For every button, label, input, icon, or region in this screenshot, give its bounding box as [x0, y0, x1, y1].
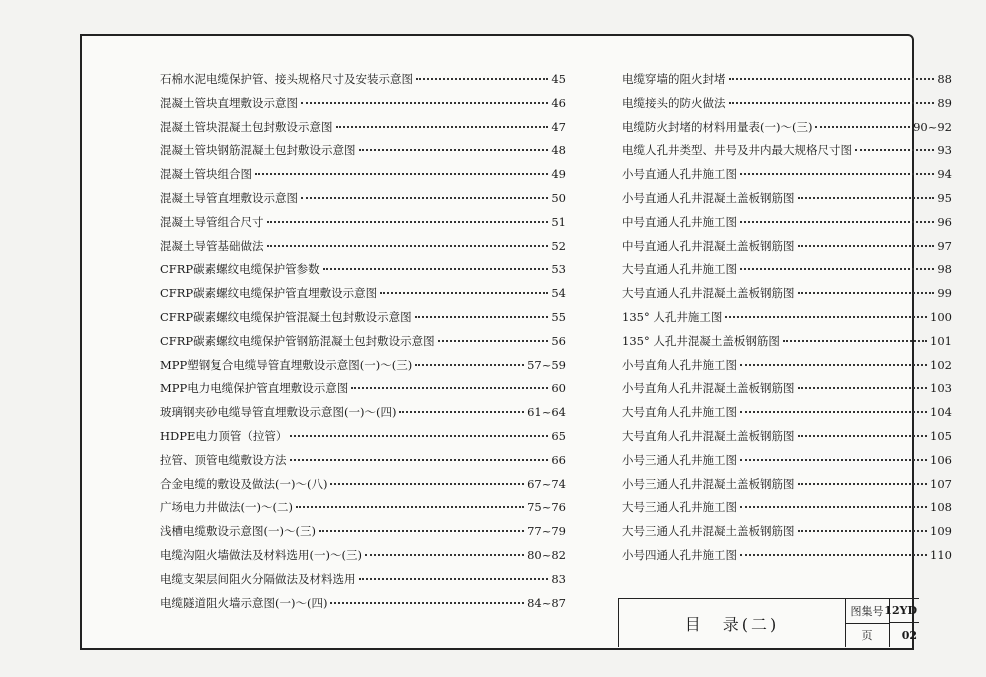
dot-leader [415, 315, 549, 318]
dot-leader [729, 77, 935, 80]
toc-entry-page: 94 [937, 167, 952, 182]
dot-leader [267, 220, 549, 223]
dot-leader [725, 315, 927, 318]
toc-entry-page: 75~76 [527, 500, 566, 515]
toc-entry-page: 105 [930, 428, 952, 443]
toc-entry-title: 混凝土导管组合尺寸 [160, 214, 264, 229]
toc-entry [160, 306, 566, 330]
toc-entry-page: 57~59 [527, 357, 566, 372]
toc-entry-page: 56 [551, 333, 566, 348]
toc-entry-page: 109 [930, 524, 952, 539]
toc-entry [160, 473, 566, 497]
dot-leader [290, 434, 548, 437]
toc-entry [622, 116, 952, 140]
toc-entry-page: 55 [551, 309, 566, 324]
toc-entry [622, 258, 952, 282]
dot-leader [783, 339, 927, 342]
toc-entry [622, 377, 952, 401]
dot-leader [359, 148, 549, 151]
toc-entry-title: 电缆隧道阻火墙示意图(一)～(四) [160, 595, 328, 610]
toc-entry [160, 163, 566, 187]
dot-leader [740, 363, 927, 366]
toc-entry-title: 电缆防火封堵的材料用量表(一)～(三) [622, 119, 813, 134]
toc-entry [622, 92, 952, 116]
toc-entry-page: 60 [551, 381, 566, 396]
toc-entry-title: 电缆穿墙的阻火封堵 [622, 72, 726, 86]
toc-entry [160, 139, 566, 163]
toc-entry-page: 51 [551, 214, 566, 229]
toc-entry-title: MPP电力电缆保护管直埋敷设示意图 [160, 381, 349, 396]
toc-entry-page: 104 [930, 405, 952, 420]
toc-entry-page: 49 [551, 167, 566, 182]
dot-leader [740, 458, 927, 461]
dot-leader [365, 553, 524, 556]
dot-leader [798, 291, 935, 294]
toc-entry [622, 449, 952, 473]
toc-entry-title: 大号直通人孔井施工图 [622, 262, 737, 277]
toc-entry-page: 66 [551, 452, 566, 467]
toc-entry-title: 混凝土导管基础做法 [160, 238, 264, 253]
toc-entry-page: 96 [937, 214, 952, 229]
drawing-sheet [80, 34, 952, 650]
toc-entry-title: 大号直角人孔井施工图 [622, 405, 737, 420]
dot-leader [267, 244, 549, 247]
toc-entry-title: 合金电缆的敷设及做法(一)～(八) [160, 476, 328, 491]
title-block [618, 598, 919, 647]
dot-leader [359, 577, 549, 580]
toc-entry [160, 235, 566, 259]
dot-leader [798, 434, 928, 437]
toc-entry [160, 449, 566, 473]
atlas-number-value: 12YD [889, 599, 919, 623]
toc-entry-page: 54 [551, 286, 566, 301]
toc-entry-page: 93 [937, 143, 952, 158]
dot-leader [438, 339, 549, 342]
toc-entry-page: 83 [551, 571, 566, 586]
toc-entry-page: 90~92 [913, 119, 952, 134]
toc-entry [622, 401, 952, 425]
dot-leader [301, 101, 548, 104]
dot-leader [740, 505, 927, 508]
dot-leader [319, 529, 524, 532]
dot-leader [296, 505, 524, 508]
toc-entry-title: 拉管、顶管电缆敷设方法 [160, 452, 287, 467]
toc-entry [622, 139, 952, 163]
dot-leader [323, 267, 549, 270]
toc-entry-page: 108 [930, 500, 952, 515]
toc-entry-page: 97 [937, 238, 952, 253]
dot-leader [798, 529, 928, 532]
toc-entry-page: 89 [937, 95, 952, 110]
title-block-title: 目 录(二) [619, 599, 846, 647]
toc-entry-page: 67~74 [527, 476, 566, 491]
toc-entry-page: 48 [551, 143, 566, 158]
page-label: 页 [845, 623, 890, 647]
toc-entry [622, 330, 952, 354]
toc-entry-title: 小号直通人孔井施工图 [622, 167, 737, 182]
toc-entry-title: 广场电力井做法(一)～(二) [160, 500, 293, 515]
toc-entry-page: 100 [930, 309, 952, 324]
toc-entry [160, 68, 566, 92]
toc-entry-title: 混凝土管块混凝土包封敷设示意图 [160, 119, 333, 134]
toc-entry-page: 84~87 [527, 595, 566, 610]
toc-entry-page: 106 [930, 452, 952, 467]
dot-leader [798, 482, 928, 485]
toc-entry-title: CFRP碳素螺纹电缆保护管直埋敷设示意图 [160, 286, 378, 301]
dot-leader [330, 601, 524, 604]
toc-entry-title: MPP塑钢复合电缆导管直埋敷设示意图(一)～(三) [160, 357, 413, 372]
dot-leader [798, 196, 935, 199]
toc-entry-page: 95 [937, 190, 952, 205]
toc-entry [622, 306, 952, 330]
toc-entry [160, 520, 566, 544]
toc-entry-title: HDPE电力顶管（拉管） [160, 428, 288, 443]
dot-leader [415, 363, 524, 366]
toc-entry-title: 135° 人孔井混凝土盖板钢筋图 [622, 333, 780, 348]
dot-leader [399, 410, 524, 413]
toc-entry [622, 187, 952, 211]
toc-entry [160, 544, 566, 568]
toc-entry [622, 211, 952, 235]
toc-entry-page: 107 [930, 476, 952, 491]
toc-entry-title: 中号直通人孔井混凝土盖板钢筋图 [622, 238, 795, 253]
toc-entry [160, 425, 566, 449]
toc-entry [160, 568, 566, 592]
toc-entry [160, 187, 566, 211]
page-number-value: 02 [901, 628, 917, 642]
toc-entry-title: 小号直角人孔井混凝土盖板钢筋图 [622, 381, 795, 396]
toc-entry-title: 混凝土管块直埋敷设示意图 [160, 95, 298, 110]
dot-leader [855, 148, 934, 151]
toc-entry [622, 235, 952, 259]
dot-leader [351, 386, 548, 389]
dot-leader [815, 125, 910, 128]
toc-entry-page: 53 [551, 262, 566, 277]
dot-leader [798, 386, 928, 389]
toc-entry [622, 68, 952, 92]
toc-entry-title: 小号三通人孔井混凝土盖板钢筋图 [622, 476, 795, 491]
toc-entry-title: 小号三通人孔井施工图 [622, 452, 737, 467]
dot-leader [255, 172, 548, 175]
toc-entry [160, 496, 566, 520]
toc-right-column [622, 68, 952, 568]
toc-entry-page: 46 [551, 95, 566, 110]
toc-entry [622, 496, 952, 520]
toc-entry-title: 大号三通人孔井施工图 [622, 500, 737, 515]
dot-leader [290, 458, 549, 461]
toc-entry [160, 282, 566, 306]
toc-entry [160, 211, 566, 235]
toc-entry [160, 92, 566, 116]
toc-entry [622, 473, 952, 497]
toc-entry-page: 102 [930, 357, 952, 372]
toc-entry-title: 石棉水泥电缆保护管、接头规格尺寸及安装示意图 [160, 72, 413, 86]
toc-entry [622, 354, 952, 378]
toc-entry [160, 330, 566, 354]
toc-entry-page: 61~64 [527, 405, 566, 420]
toc-entry-page: 99 [937, 286, 952, 301]
toc-entry-page: 45 [551, 72, 566, 86]
toc-entry-title: 电缆支架层间阻火分隔做法及材料选用 [160, 571, 356, 586]
toc-entry-page: 80~82 [527, 547, 566, 562]
toc-entry [160, 258, 566, 282]
toc-entry-title: 小号四通人孔井施工图 [622, 547, 737, 562]
dot-leader [740, 553, 927, 556]
dot-leader [380, 291, 548, 294]
toc-entry-title: 中号直通人孔井施工图 [622, 214, 737, 229]
dot-leader [740, 267, 934, 270]
dot-leader [330, 482, 524, 485]
toc-entry-title: 玻璃钢夹砂电缆导管直埋敷设示意图(一)～(四) [160, 405, 397, 420]
toc-entry-page: 103 [930, 381, 952, 396]
toc-left-column [160, 68, 566, 615]
toc-entry [622, 282, 952, 306]
toc-entry-page: 98 [937, 262, 952, 277]
dot-leader [301, 196, 548, 199]
toc-entry [622, 544, 952, 568]
dot-leader [740, 410, 927, 413]
toc-entry-title: 小号直角人孔井施工图 [622, 357, 737, 372]
toc-entry [622, 425, 952, 449]
atlas-number-label: 图集号 [845, 599, 890, 624]
toc-entry [160, 401, 566, 425]
toc-entry-title: CFRP碳素螺纹电缆保护管钢筋混凝土包封敷设示意图 [160, 333, 435, 348]
toc-entry-page: 47 [551, 119, 566, 134]
toc-entry-title: 混凝土管块组合图 [160, 167, 252, 182]
toc-entry-page: 101 [930, 333, 952, 348]
toc-entry-page: 110 [930, 547, 952, 562]
dot-leader [798, 244, 935, 247]
dot-leader [729, 101, 935, 104]
toc-entry [160, 116, 566, 140]
toc-entry-title: 电缆接头的防火做法 [622, 95, 726, 110]
toc-entry [160, 354, 566, 378]
dot-leader [416, 77, 548, 80]
toc-entry-title: 电缆人孔井类型、井号及井内最大规格尺寸图 [622, 143, 852, 158]
toc-entry-title: 大号三通人孔井混凝土盖板钢筋图 [622, 524, 795, 539]
toc-entry [160, 377, 566, 401]
toc-entry-page: 65 [551, 428, 566, 443]
toc-entry-title: CFRP碳素螺纹电缆保护管参数 [160, 262, 320, 277]
dot-leader [740, 220, 934, 223]
toc-entry [622, 520, 952, 544]
toc-entry-title: 小号直通人孔井混凝土盖板钢筋图 [622, 190, 795, 205]
dot-leader [336, 125, 549, 128]
toc-entry-title: 135° 人孔井施工图 [622, 309, 723, 324]
toc-entry-page: 52 [551, 238, 566, 253]
dot-leader [740, 172, 934, 175]
toc-entry-page: 50 [551, 190, 566, 205]
toc-entry-title: 浅槽电缆敷设示意图(一)～(三) [160, 524, 316, 539]
toc-entry [160, 592, 566, 616]
toc-entry-page: 88 [937, 72, 952, 86]
toc-entry-title: 电缆沟阻火墙做法及材料选用(一)～(三) [160, 547, 362, 562]
toc-entry-title: 混凝土管块钢筋混凝土包封敷设示意图 [160, 143, 356, 158]
toc-entry-title: 大号直角人孔井混凝土盖板钢筋图 [622, 428, 795, 443]
toc-entry-title: 混凝土导管直埋敷设示意图 [160, 190, 298, 205]
toc-entry-title: CFRP碳素螺纹电缆保护管混凝土包封敷设示意图 [160, 309, 412, 324]
toc-entry [622, 163, 952, 187]
toc-entry-title: 大号直通人孔井混凝土盖板钢筋图 [622, 286, 795, 301]
toc-entry-page: 77~79 [527, 524, 566, 539]
